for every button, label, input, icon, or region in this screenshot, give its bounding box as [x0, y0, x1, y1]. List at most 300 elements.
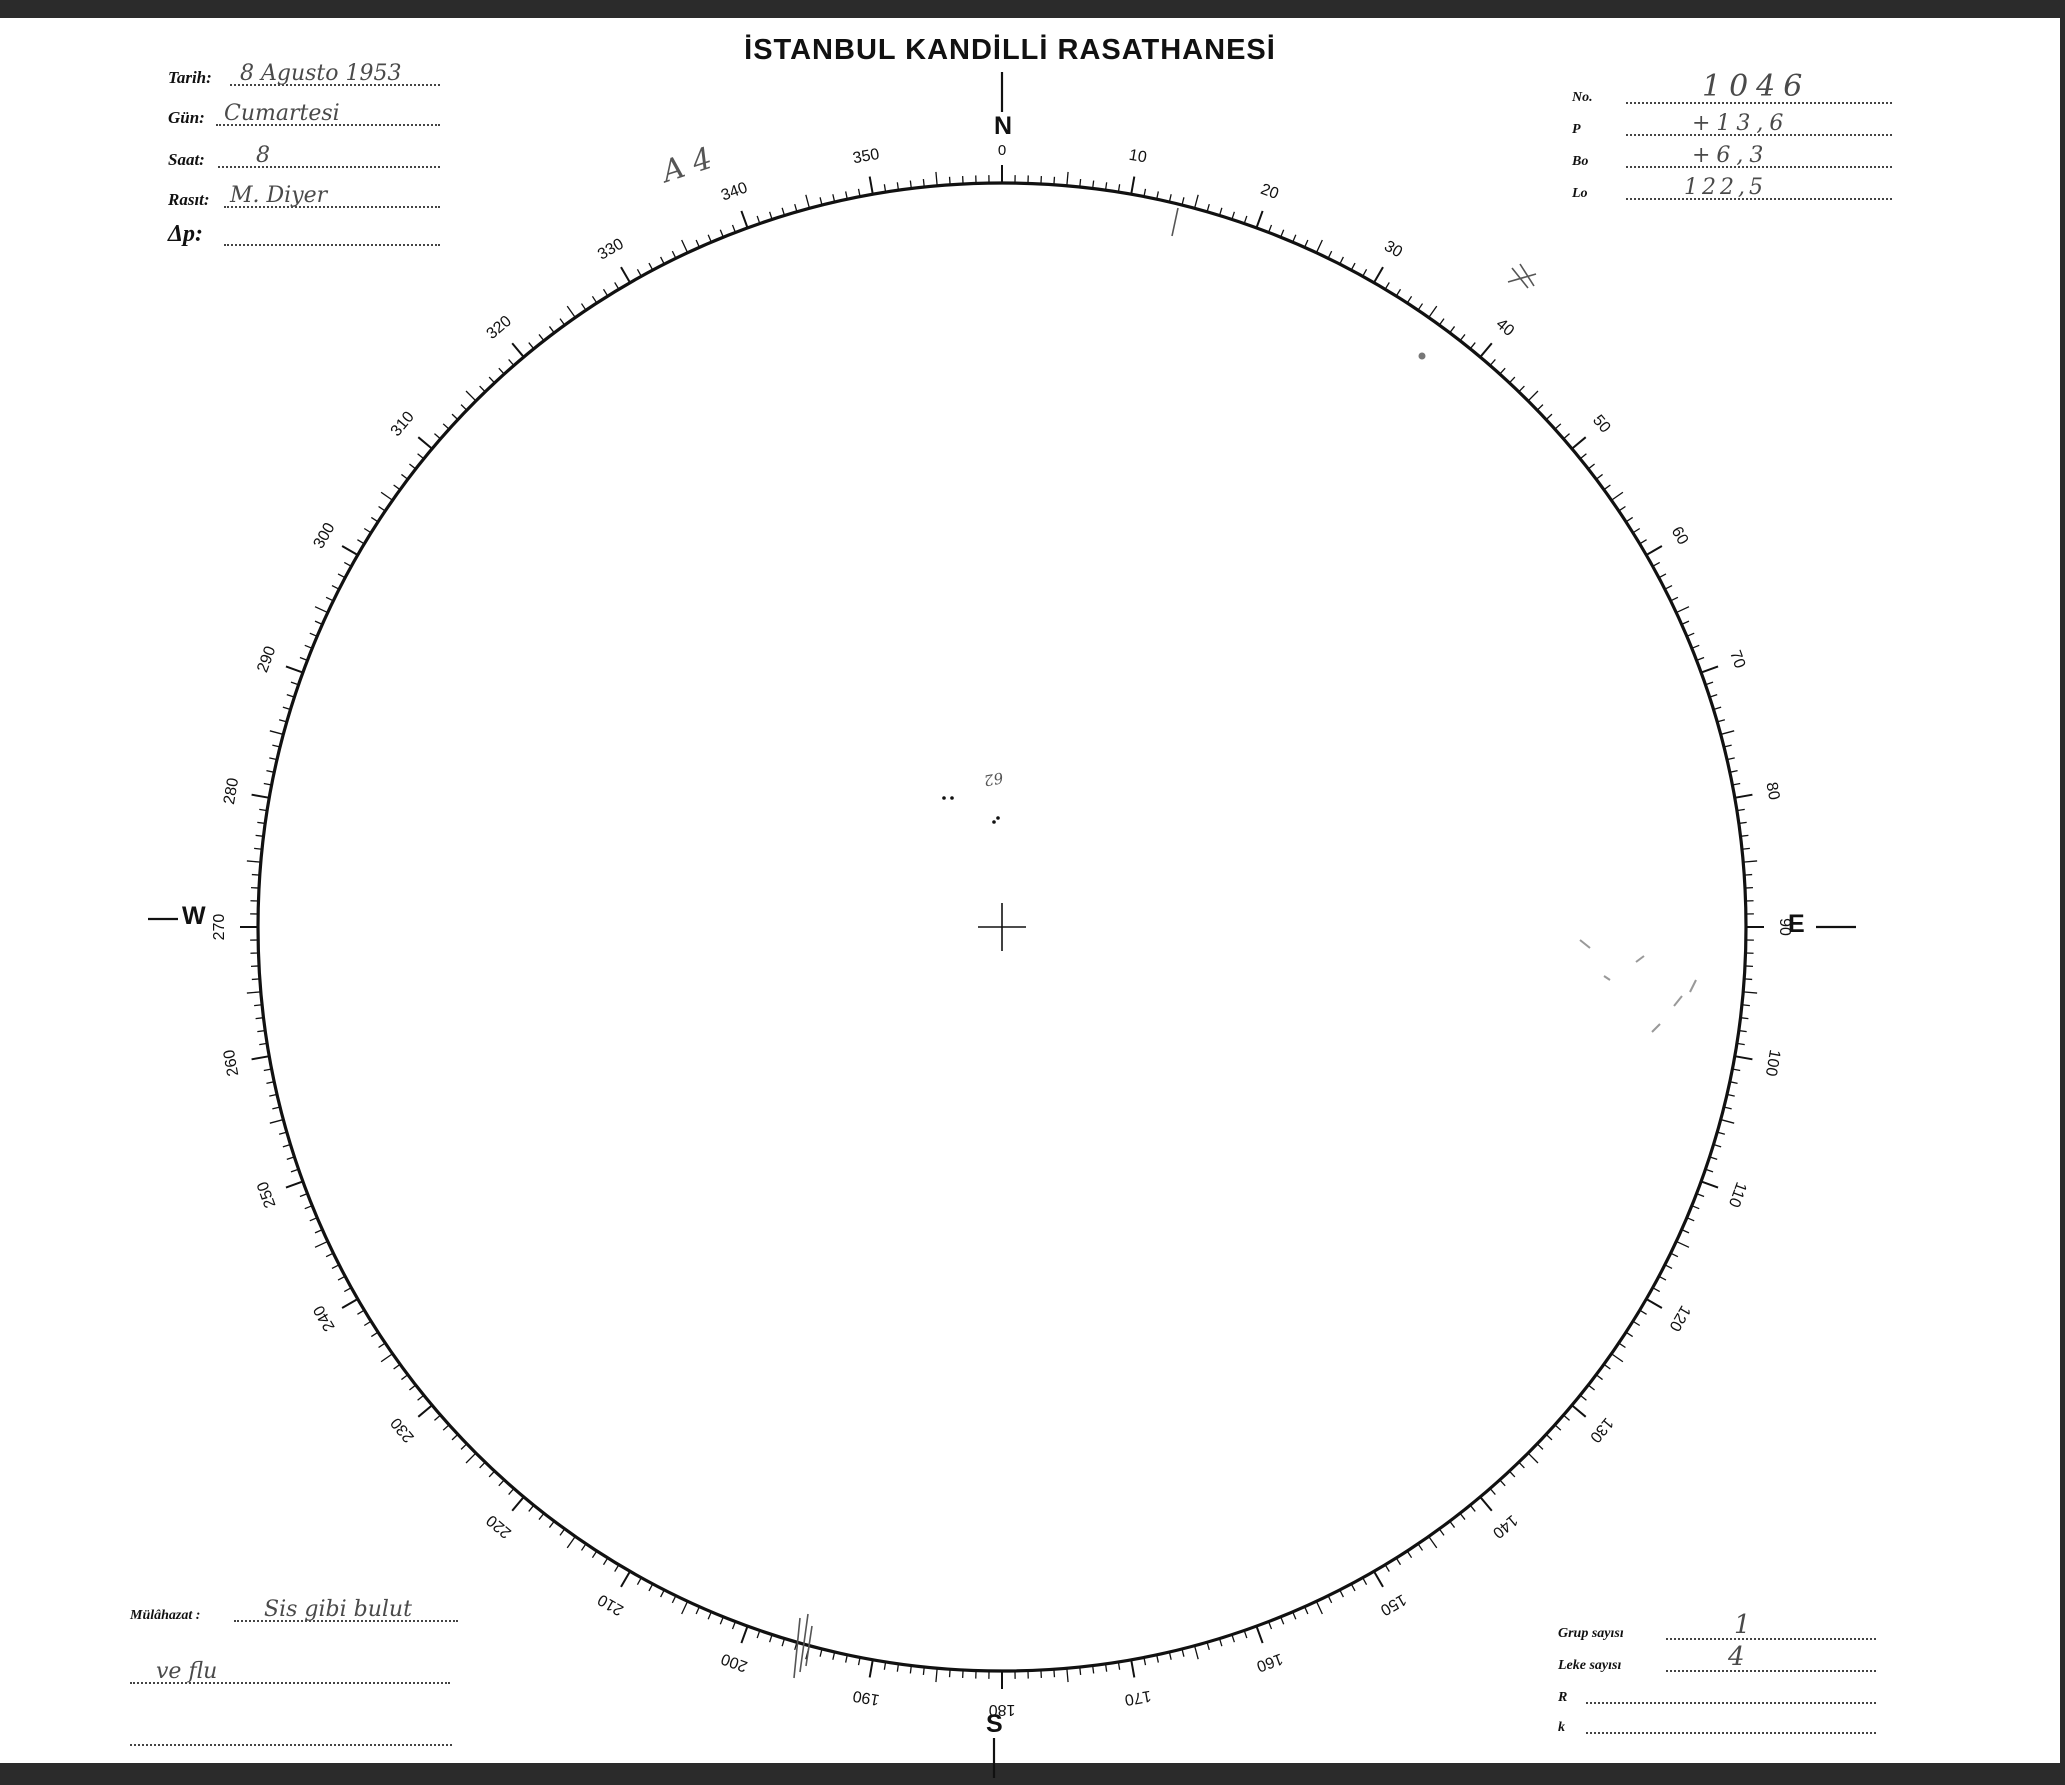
degree-tick	[1293, 1612, 1296, 1619]
degree-tick	[923, 179, 924, 187]
degree-label: 320	[483, 312, 515, 343]
degree-tick	[394, 1364, 400, 1369]
degree-label: 250	[254, 1179, 280, 1211]
degree-tick	[247, 861, 261, 862]
group-count-label: Grup sayısı	[1558, 1626, 1624, 1641]
degree-tick	[418, 454, 424, 459]
degree-tick	[344, 562, 351, 566]
degree-tick	[539, 1513, 544, 1519]
degree-label: 110	[1724, 1179, 1750, 1210]
degree-tick	[1626, 1332, 1633, 1336]
degree-tick	[1407, 1551, 1411, 1558]
degree-tick	[1305, 240, 1308, 247]
pencil-stroke	[1674, 996, 1682, 1006]
degree-tick	[443, 424, 449, 429]
r-number-label: R	[1558, 1690, 1568, 1705]
degree-tick	[461, 1444, 467, 1450]
degree-label: 170	[1123, 1686, 1153, 1709]
k-factor-field[interactable]	[1558, 1706, 1878, 1740]
degree-tick	[1439, 319, 1444, 325]
degree-tick	[247, 992, 261, 993]
south-label: S	[986, 1710, 1003, 1738]
degree-label: 140	[1489, 1511, 1521, 1542]
degree-tick	[539, 334, 544, 340]
degree-tick	[418, 437, 432, 449]
degree-tick	[252, 1056, 270, 1059]
day-label: Gün:	[168, 108, 205, 127]
degree-label: 300	[310, 520, 339, 552]
degree-tick	[434, 1415, 440, 1420]
degree-tick	[1500, 368, 1505, 374]
degree-label: 210	[595, 1590, 627, 1619]
degree-tick	[604, 1558, 608, 1565]
degree-label: 220	[483, 1511, 515, 1542]
degree-label: 190	[851, 1686, 881, 1709]
degree-tick	[870, 177, 873, 195]
degree-tick	[1509, 377, 1514, 383]
l0-field[interactable]	[1572, 172, 1894, 206]
remarks-line-1: Sis gibi bulut	[264, 1597, 412, 1622]
degree-tick	[357, 540, 364, 544]
time-field[interactable]	[168, 140, 443, 174]
degree-tick	[381, 1354, 392, 1362]
degree-tick	[1195, 195, 1199, 209]
pencil-stroke	[1690, 980, 1696, 992]
degree-tick	[604, 289, 608, 296]
degree-tick	[1528, 391, 1538, 401]
degree-label: 260	[220, 1048, 243, 1078]
page-title: İSTANBUL KANDİLLİ RASATHANESİ	[744, 34, 1276, 66]
pencil-stroke	[1580, 940, 1590, 948]
degree-tick	[950, 1669, 951, 1677]
degree-tick	[338, 574, 345, 578]
degree-tick	[1460, 334, 1465, 340]
degree-tick	[1396, 1558, 1400, 1565]
degree-tick	[1665, 1265, 1672, 1269]
remarks-label: Mülâhazat :	[130, 1608, 201, 1623]
degree-tick	[1328, 251, 1332, 258]
degree-tick	[480, 1462, 486, 1468]
degree-tick	[1744, 979, 1752, 980]
degree-tick	[1363, 1578, 1367, 1585]
degree-tick	[1659, 1276, 1666, 1280]
degree-label: 310	[387, 408, 418, 440]
degree-tick	[466, 391, 476, 401]
degree-tick	[1195, 1646, 1199, 1660]
spot-count-field[interactable]	[1558, 1644, 1878, 1678]
degree-tick	[1418, 304, 1422, 311]
degree-tick	[1080, 179, 1081, 187]
degree-tick	[371, 1332, 378, 1336]
degree-tick	[342, 546, 358, 555]
degree-label: 90	[1775, 918, 1793, 936]
degree-tick	[549, 326, 554, 332]
degree-tick	[870, 1660, 873, 1678]
degree-tick	[357, 1310, 364, 1314]
degree-tick	[1721, 731, 1735, 735]
degree-tick	[315, 621, 322, 624]
degree-tick	[1131, 177, 1134, 195]
degree-tick	[637, 1578, 641, 1585]
degree-tick	[364, 529, 371, 533]
degree-tick	[310, 633, 317, 636]
remarks-field-3[interactable]	[130, 1718, 470, 1752]
degree-tick	[1619, 1343, 1626, 1347]
degree-tick	[401, 1375, 407, 1380]
pencil-stroke	[1652, 1024, 1660, 1032]
degree-tick	[1659, 574, 1666, 578]
degree-tick	[1682, 1230, 1689, 1233]
degree-tick	[1701, 1181, 1718, 1187]
date-value: 8 Agusto 1953	[240, 61, 402, 86]
day-value: Cumartesi	[224, 101, 340, 126]
degree-tick	[696, 1607, 699, 1614]
degree-tick	[1580, 1395, 1586, 1400]
degree-tick	[342, 1299, 358, 1308]
limb-pencil-mark-sw	[794, 1614, 812, 1678]
degree-tick	[254, 1005, 262, 1006]
date-field[interactable]	[168, 58, 443, 92]
degree-tick	[1676, 607, 1689, 613]
degree-tick	[286, 1181, 303, 1187]
degree-label: 160	[1254, 1649, 1286, 1675]
degree-tick	[1580, 454, 1586, 459]
degree-tick	[1721, 1120, 1735, 1124]
observer-label: Rasıt:	[168, 190, 210, 209]
degree-label-zero: 0	[997, 141, 1007, 159]
degree-tick	[512, 1497, 524, 1511]
degree-tick	[1604, 1364, 1610, 1369]
degree-tick	[270, 1120, 284, 1124]
b0-label: Bo	[1572, 154, 1589, 169]
degree-tick	[1418, 1544, 1422, 1551]
degree-label: 340	[718, 179, 750, 205]
degree-tick	[1256, 1626, 1262, 1643]
north-label: N	[994, 112, 1013, 140]
number-label: No.	[1572, 90, 1593, 105]
degree-label: 270	[211, 913, 229, 941]
degree-tick	[332, 1265, 339, 1269]
degree-tick	[672, 251, 676, 258]
degree-tick	[1555, 1425, 1561, 1430]
degree-tick	[1351, 263, 1355, 270]
degree-tick	[1385, 1565, 1389, 1572]
degree-tick	[452, 414, 458, 419]
spot-count-value: 4	[1728, 1642, 1745, 1672]
degree-label: 60	[1667, 523, 1692, 548]
delta-p-dotted-line	[224, 244, 440, 246]
r-number-dotted-line	[1586, 1702, 1876, 1704]
degree-label: 180	[988, 1700, 1016, 1718]
degree-tick	[615, 1565, 619, 1572]
spot-count-label: Leke sayısı	[1558, 1658, 1622, 1673]
degree-tick	[418, 1395, 424, 1400]
degree-tick	[379, 506, 386, 510]
time-dotted-line	[218, 166, 440, 168]
sunspot-mark	[942, 796, 946, 800]
degree-tick	[1490, 1489, 1495, 1495]
degree-tick	[1293, 235, 1296, 242]
degree-label: 240	[310, 1302, 339, 1334]
degree-tick	[696, 240, 699, 247]
degree-tick	[1682, 621, 1689, 624]
degree-tick	[649, 1584, 653, 1591]
degree-tick	[592, 296, 596, 303]
degree-label: 200	[718, 1649, 750, 1675]
degree-tick	[1653, 562, 1660, 566]
degree-tick	[326, 597, 333, 601]
degree-tick	[950, 177, 951, 185]
degree-tick	[1701, 666, 1718, 672]
remarks-line-2: ve flu	[156, 1659, 218, 1684]
degree-tick	[1735, 795, 1753, 798]
degree-tick	[1305, 1607, 1308, 1614]
degree-tick	[1676, 1241, 1689, 1247]
remarks-field-2[interactable]	[130, 1656, 470, 1690]
west-label: W	[182, 902, 206, 930]
degree-tick	[1596, 474, 1602, 479]
number-value: 1046	[1702, 69, 1811, 104]
time-label: Saat:	[168, 150, 205, 169]
b0-field[interactable]	[1572, 140, 1894, 174]
degree-tick	[806, 195, 810, 209]
east-label: E	[1788, 910, 1805, 938]
degree-tick	[1519, 386, 1525, 392]
degree-tick	[549, 1521, 554, 1527]
degree-tick	[1429, 306, 1437, 317]
degree-label: 50	[1589, 411, 1614, 437]
degree-tick	[434, 434, 440, 439]
degree-tick	[1742, 848, 1750, 849]
degree-tick	[1396, 289, 1400, 296]
degree-tick	[452, 1434, 458, 1439]
degree-tick	[672, 1596, 676, 1603]
degree-tick	[1385, 282, 1389, 289]
degree-tick	[1439, 1529, 1444, 1535]
degree-label: 350	[851, 145, 881, 168]
degree-tick	[1742, 1005, 1750, 1006]
degree-tick	[315, 1230, 322, 1233]
degree-tick	[581, 1544, 585, 1551]
degree-label: 130	[1586, 1414, 1617, 1446]
degree-tick	[708, 1612, 711, 1619]
degree-tick	[1611, 1354, 1622, 1362]
degree-tick	[512, 343, 524, 357]
degree-tick	[567, 306, 575, 317]
degree-tick	[1564, 434, 1570, 439]
remarks-field[interactable]	[130, 1594, 470, 1628]
degree-tick	[1407, 296, 1411, 303]
p-angle-label: P	[1572, 122, 1581, 137]
degree-tick	[326, 1253, 333, 1257]
degree-tick	[1509, 1471, 1514, 1477]
degree-tick	[1363, 269, 1367, 276]
degree-tick	[1596, 1375, 1602, 1380]
degree-tick	[1054, 1669, 1055, 1677]
r-number-field[interactable]	[1558, 1676, 1878, 1710]
degree-tick	[401, 474, 407, 479]
degree-tick	[1546, 414, 1552, 419]
degree-tick	[332, 586, 339, 590]
degree-tick	[1450, 1521, 1455, 1527]
degree-tick	[1671, 597, 1678, 601]
degree-tick	[1555, 424, 1561, 429]
degree-label: 280	[220, 776, 243, 806]
observer-value: M. Diyer	[230, 183, 328, 208]
degree-tick	[1316, 1601, 1322, 1614]
degree-tick	[581, 304, 585, 311]
degree-tick	[529, 343, 534, 349]
degree-tick	[708, 235, 711, 242]
degree-tick	[1572, 1405, 1586, 1417]
degree-tick	[1067, 172, 1068, 186]
group-annotation: A 4	[657, 141, 717, 190]
degree-tick	[252, 875, 260, 876]
degree-tick	[1490, 359, 1495, 365]
k-factor-dotted-line	[1586, 1732, 1876, 1734]
k-factor-label: k	[1558, 1720, 1565, 1735]
degree-tick	[1611, 492, 1622, 500]
degree-tick	[1351, 1584, 1355, 1591]
degree-label: 80	[1762, 780, 1783, 802]
degree-tick	[344, 1288, 351, 1292]
degree-tick	[1328, 1596, 1332, 1603]
degree-tick	[443, 1425, 449, 1430]
degree-tick	[1054, 177, 1055, 185]
degree-tick	[1744, 875, 1752, 876]
degree-tick	[1316, 240, 1322, 253]
degree-tick	[1374, 1571, 1383, 1587]
degree-tick	[936, 172, 937, 186]
degree-tick	[1687, 1218, 1694, 1221]
degree-label: 290	[254, 643, 280, 675]
degree-label: 230	[387, 1414, 418, 1446]
degree-tick	[1256, 211, 1262, 228]
group-count-field[interactable]	[1558, 1612, 1878, 1646]
degree-tick	[371, 517, 378, 521]
degree-tick	[379, 1343, 386, 1347]
degree-tick	[315, 607, 328, 613]
sunspot-mark	[950, 796, 954, 800]
degree-tick	[466, 1453, 476, 1463]
degree-tick	[499, 368, 504, 374]
degree-tick	[1604, 485, 1610, 490]
group-count-dotted-line	[1666, 1638, 1876, 1640]
degree-tick	[1671, 1253, 1678, 1257]
observer-field[interactable]	[168, 180, 443, 214]
degree-tick	[1080, 1667, 1081, 1675]
degree-tick	[480, 386, 486, 392]
degree-tick	[1687, 633, 1694, 636]
degree-tick	[1470, 1505, 1475, 1511]
degree-tick	[923, 1667, 924, 1675]
degree-tick	[1460, 1513, 1465, 1519]
degree-tick	[567, 1536, 575, 1547]
degree-tick	[1480, 343, 1492, 357]
degree-label: 120	[1665, 1302, 1694, 1334]
degree-label: 20	[1258, 180, 1281, 203]
degree-tick	[621, 267, 630, 283]
degree-tick	[1640, 540, 1647, 544]
degree-tick	[310, 1218, 317, 1221]
degree-tick	[409, 1385, 415, 1390]
degree-tick	[489, 1471, 494, 1477]
degree-tick	[661, 1590, 665, 1597]
number-field[interactable]	[1572, 69, 1894, 110]
day-field[interactable]	[168, 98, 443, 132]
degree-tick	[1537, 1444, 1543, 1450]
degree-tick	[499, 1480, 504, 1486]
degree-tick	[615, 282, 619, 289]
degree-label: 70	[1726, 648, 1749, 671]
degree-tick	[409, 464, 415, 469]
degree-tick	[661, 257, 665, 264]
delta-p-field[interactable]	[168, 218, 443, 252]
degree-tick	[741, 211, 747, 228]
degree-label: 330	[595, 235, 627, 264]
degree-tick	[1588, 1385, 1594, 1390]
degree-tick	[509, 1489, 514, 1495]
degree-tick	[381, 492, 392, 500]
degree-tick	[1653, 1288, 1660, 1292]
degree-tick	[1374, 267, 1383, 283]
degree-tick	[394, 485, 400, 490]
degree-tick	[1588, 464, 1594, 469]
spot-number-annotation: 62	[982, 768, 1005, 790]
degree-tick	[1067, 1668, 1068, 1682]
degree-tick	[252, 979, 260, 980]
p-angle-field[interactable]	[1572, 108, 1894, 142]
degree-tick	[1429, 1536, 1437, 1547]
degree-tick	[270, 731, 284, 735]
degree-tick	[936, 1668, 937, 1682]
degree-tick	[1743, 992, 1757, 993]
degree-label: 40	[1492, 315, 1518, 340]
degree-tick	[1340, 1590, 1344, 1597]
b0-value: +6,3	[1692, 143, 1770, 168]
degree-label: 100	[1761, 1048, 1784, 1078]
degree-tick	[1743, 861, 1757, 862]
degree-tick	[1546, 1434, 1552, 1439]
degree-tick	[1519, 1462, 1525, 1468]
degree-tick	[1500, 1480, 1505, 1486]
degree-tick	[1131, 1660, 1134, 1678]
p-angle-value: +13,6	[1692, 111, 1790, 136]
degree-tick	[1572, 437, 1586, 449]
faculae-dot	[1419, 353, 1426, 360]
limb-pencil-mark	[1172, 208, 1178, 236]
degree-tick	[418, 1405, 432, 1417]
degree-tick	[252, 795, 270, 798]
degree-tick	[637, 269, 641, 276]
degree-tick	[1735, 1056, 1753, 1059]
degree-label: 150	[1377, 1590, 1409, 1619]
degree-tick	[509, 359, 514, 365]
degree-tick	[1640, 1310, 1647, 1314]
degree-tick	[315, 1241, 328, 1247]
degree-tick	[529, 1505, 534, 1511]
degree-tick	[1619, 506, 1626, 510]
degree-tick	[592, 1551, 596, 1558]
degree-tick	[1480, 1497, 1492, 1511]
degree-tick	[286, 666, 303, 672]
degree-tick	[741, 1626, 747, 1643]
limb-pencil-mark-ne	[1508, 264, 1536, 288]
degree-tick	[364, 1321, 371, 1325]
date-label: Tarih:	[168, 68, 212, 87]
time-value: 8	[256, 143, 270, 168]
degree-tick	[682, 1601, 688, 1614]
